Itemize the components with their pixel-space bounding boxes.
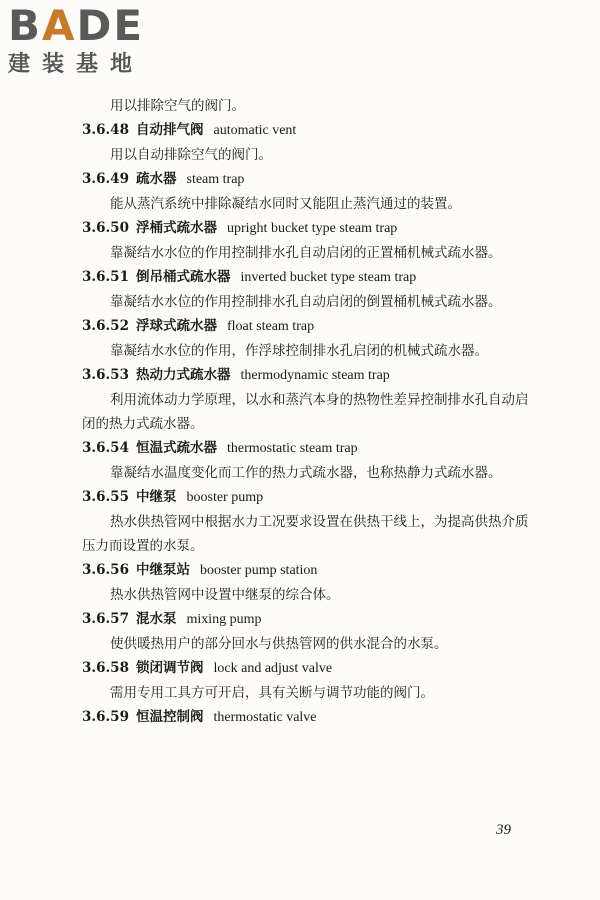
entry-term: 疏水器 <box>136 171 177 187</box>
entry-english: float steam trap <box>227 319 315 334</box>
page-number: 39 <box>496 822 511 838</box>
entry-english: thermostatic steam trap <box>227 441 358 456</box>
entry-heading <box>82 363 532 388</box>
entries-list <box>82 118 532 730</box>
entry-english: thermodynamic steam trap <box>240 368 390 383</box>
entry-term: 倒吊桶式疏水器 <box>136 269 231 285</box>
entry-definition: 靠凝结水水位的作用，作浮球控制排水孔启闭的机械式疏水器。 <box>110 343 488 359</box>
entry-heading <box>82 118 532 143</box>
entry-english: booster pump station <box>200 563 318 578</box>
entry-number: 3.6.52 <box>82 318 129 334</box>
entry-definition: 热水供热管网中根据水力工况要求设置在供热干线上，为提高供热介质压力而设置的水泵。 <box>82 514 529 554</box>
entry-number: 3.6.48 <box>82 122 129 138</box>
entry-term: 浮球式疏水器 <box>136 318 217 334</box>
glossary-content <box>82 94 532 730</box>
entry-definition: 热水供热管网中设置中继泵的综合体。 <box>110 587 340 603</box>
entry-term: 恒温式疏水器 <box>136 440 217 456</box>
logo-brand: BADE <box>8 1 145 50</box>
entry-definition: 用以自动排除空气的阀门。 <box>110 147 272 163</box>
entry-heading <box>82 167 532 192</box>
entry-term: 恒温控制阀 <box>136 709 204 725</box>
entry-english: thermostatic valve <box>213 710 317 725</box>
intro-line: 用以排除空气的阀门。 <box>110 98 245 114</box>
entry-definition: 靠凝结水温度变化而工作的热力式疏水器，也称热静力式疏水器。 <box>110 465 502 481</box>
entry-number: 3.6.51 <box>82 269 129 285</box>
entry-english: inverted bucket type steam trap <box>240 270 417 285</box>
bade-logo <box>8 1 178 78</box>
entry-english: automatic vent <box>213 123 297 138</box>
entry-heading <box>82 558 532 583</box>
entry-number: 3.6.56 <box>82 562 129 578</box>
entry-term: 中继泵站 <box>136 562 190 578</box>
entry-heading <box>82 607 532 632</box>
entry-heading <box>82 485 532 510</box>
entry-english: mixing pump <box>186 612 262 627</box>
entry-definition: 利用流体动力学原理，以水和蒸汽本身的热物性差异控制排水孔自动启闭的热力式疏水器。 <box>82 392 529 432</box>
entry-heading <box>82 656 532 681</box>
entry-number: 3.6.57 <box>82 611 129 627</box>
entry-number: 3.6.49 <box>82 171 129 187</box>
entry-heading <box>82 314 532 339</box>
entry-heading <box>82 436 532 461</box>
entry-term: 中继泵 <box>136 489 177 505</box>
entry-english: booster pump <box>186 490 264 505</box>
entry-english: lock and adjust valve <box>213 661 333 676</box>
entry-term: 热动力式疏水器 <box>136 367 231 383</box>
entry-english: steam trap <box>186 172 245 187</box>
entry-term: 自动排气阀 <box>136 122 204 138</box>
entry-number: 3.6.54 <box>82 440 129 456</box>
entry-definition: 靠凝结水水位的作用控制排水孔自动启闭的倒置桶机械式疏水器。 <box>110 294 502 310</box>
entry-definition: 需用专用工具方可开启，具有关断与调节功能的阀门。 <box>110 685 434 701</box>
entry-term: 浮桶式疏水器 <box>136 220 217 236</box>
entry-term: 锁闭调节阀 <box>136 660 204 676</box>
entry-english: upright bucket type steam trap <box>227 221 398 236</box>
entry-number: 3.6.58 <box>82 660 129 676</box>
entry-definition: 能从蒸汽系统中排除凝结水同时又能阻止蒸汽通过的装置。 <box>110 196 461 212</box>
entry-number: 3.6.55 <box>82 489 129 505</box>
entry-number: 3.6.59 <box>82 709 129 725</box>
entry-heading <box>82 265 532 290</box>
entry-term: 混水泵 <box>136 611 177 627</box>
entry-definition: 靠凝结水水位的作用控制排水孔自动启闭的正置桶机械式疏水器。 <box>110 245 502 261</box>
logo-subtitle: 建装基地 <box>8 52 145 77</box>
entry-heading <box>82 705 532 730</box>
entry-heading <box>82 216 532 241</box>
entry-definition: 使供暖热用户的部分回水与供热管网的供水混合的水泵。 <box>110 636 448 652</box>
entry-number: 3.6.53 <box>82 367 129 383</box>
entry-number: 3.6.50 <box>82 220 129 236</box>
